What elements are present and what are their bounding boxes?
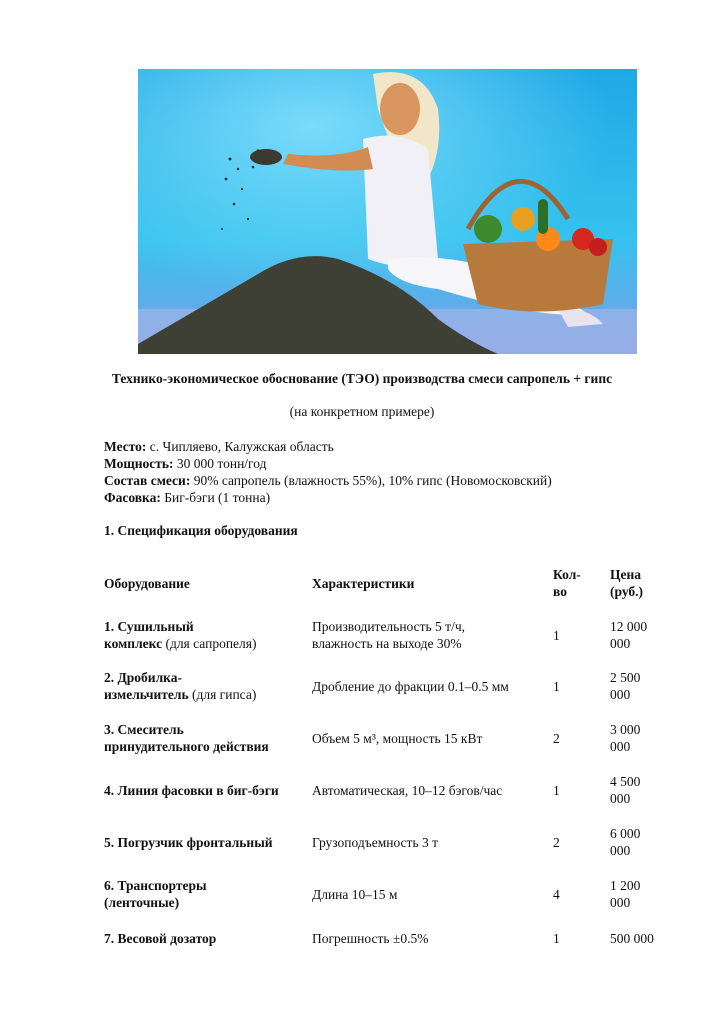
header-specs: Характеристики <box>312 576 415 591</box>
table-row-4-name: 4. Линия фасовки в биг-бэги <box>104 783 279 798</box>
table-row-3-name: 3. Смеситель принудительного действия <box>104 722 269 754</box>
table-row-3-price: 3 000 000 <box>610 722 641 754</box>
table-row-7-spec: Погрешность ±0.5% <box>312 931 429 946</box>
project-info <box>104 438 552 506</box>
table-row-6-name: 6. Транспортеры (ленточные) <box>104 878 207 910</box>
table-row-7-name: 7. Весовой дозатор <box>104 931 217 946</box>
table-row-7-qty: 1 <box>553 931 560 946</box>
table-row-5-name: 5. Погрузчик фронтальный <box>104 835 273 850</box>
table-row-6-qty: 4 <box>553 887 560 902</box>
info-capacity: Мощность: 30 000 тонн/год <box>104 456 267 471</box>
table-row-4-price: 4 500 000 <box>610 774 641 806</box>
table-row-6-spec: Длина 10–15 м <box>312 887 398 902</box>
document-title: Технико-экономическое обоснование (ТЭО) производства смеси сапропель + гипс <box>111 371 613 386</box>
table-row-5-price: 6 000 000 <box>610 826 641 858</box>
table-row-7-price: 500 000 <box>610 931 654 946</box>
table-row-5-spec: Грузоподъемность 3 т <box>312 835 439 850</box>
table-row-6-price: 1 200 000 <box>610 878 641 910</box>
table-row-1-qty: 1 <box>553 628 560 643</box>
table-row-2-spec: Дробление до фракции 0.1–0.5 мм <box>312 679 509 694</box>
header-qty: Кол- во <box>553 567 581 599</box>
table-row-5-qty: 2 <box>553 835 560 850</box>
header-equipment: Оборудование <box>104 576 190 591</box>
hero-image <box>138 69 637 354</box>
table-row-2-qty: 1 <box>553 679 560 694</box>
table-row-4-spec: Автоматическая, 10–12 бэгов/час <box>312 783 503 798</box>
document-subtitle: (на конкретном примере) <box>289 404 435 419</box>
header-price: Цена (руб.) <box>610 567 644 599</box>
info-composition: Состав смеси: 90% сапропель (влажность 55%), 10% гипс (Новомосковский) <box>104 473 552 488</box>
table-row-2-price: 2 500 000 <box>610 670 641 702</box>
table-row-1-price: 12 000 000 <box>610 619 648 651</box>
info-packaging: Фасовка: Биг-бэги (1 тонна) <box>104 490 271 505</box>
table-row-3-spec: Объем 5 м³, мощность 15 кВт <box>312 731 483 746</box>
table-row-3-qty: 2 <box>553 731 560 746</box>
table-row-2-name: 2. Дробилка- измельчитель (для гипса) <box>104 670 257 702</box>
section-title: 1. Спецификация оборудования <box>104 523 298 538</box>
table-row-4-qty: 1 <box>553 783 560 798</box>
table-row-1-spec: Производительность 5 т/ч, влажность на выходе 30% <box>312 619 466 651</box>
hero-illustration <box>138 69 637 354</box>
table-row-1-name: 1. Сушильный комплекс (для сапропеля) <box>104 619 257 651</box>
info-location: Место: с. Чипляево, Калужская область <box>104 439 334 454</box>
